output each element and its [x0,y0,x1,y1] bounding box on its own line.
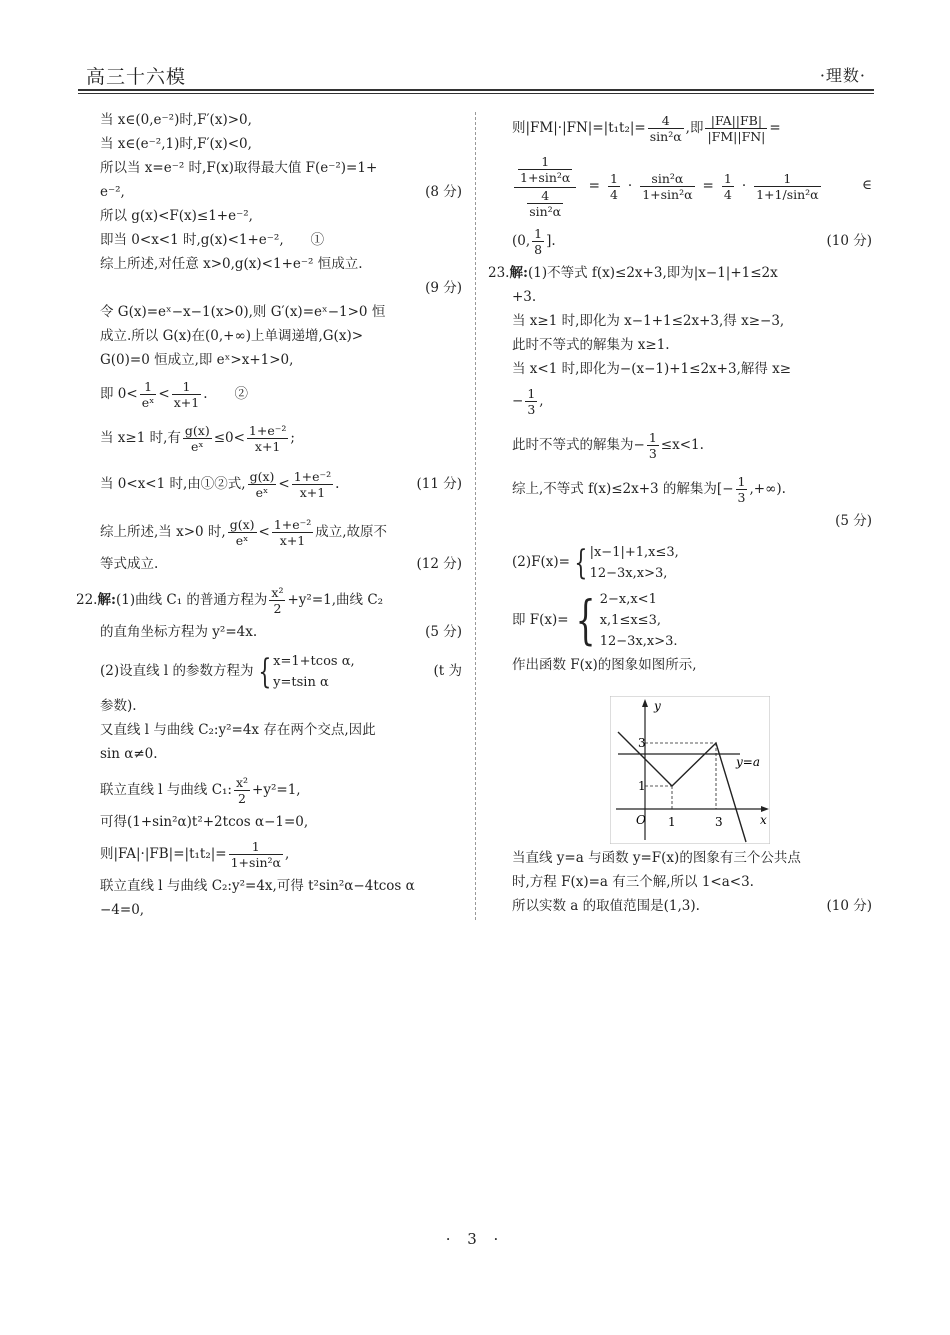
text-fragment: 即 F(x)= [512,612,569,628]
brace-symbol: { [257,651,271,692]
text-fragment: 综上,不等式 f(x)≤2x+3 的解集为[− [512,481,734,497]
math-line [512,587,872,653]
text-fragment: ; [290,430,295,446]
text-fragment: 当 0<x<1 时,由①②式, [100,476,246,492]
text-line [100,620,462,644]
text-line: 又直线 l 与曲线 C₂:y²=4x 存在两个交点,因此 [100,722,376,738]
denominator: 1+1/sin²α [756,187,819,202]
function-graph [610,696,770,844]
math-line [512,539,872,585]
numerator: g(x) [229,517,255,532]
numerator: 4 [527,188,563,204]
denominator: |FM||FN| [707,129,766,144]
numerator: x² [235,775,249,790]
denominator: 2 [238,791,246,806]
score-note: (12 分) [416,556,462,572]
denominator: eˣ [255,485,269,500]
numerator: 1 [737,474,746,489]
denominator: eˣ [235,533,249,548]
page-number: · 3 · [445,1230,505,1248]
text-fragment: 当 x≥1 时,有 [100,430,181,446]
right-column [488,108,872,677]
numerator: 1 [534,226,543,241]
denominator: x+1 [254,439,281,454]
text-fragment: 所以实数 a 的取值范围是(1,3). [512,898,700,914]
text-fragment: = [588,178,600,194]
denominator: 4 [723,187,732,202]
column-divider [475,112,476,920]
denominator: sin²α [529,204,562,219]
text-fragment: < [158,386,170,402]
denominator: x+1 [279,533,306,548]
denominator: x+1 [299,485,326,500]
header-rule-thick [78,89,874,91]
score-note: (10 分) [826,898,872,914]
math-line [100,512,462,552]
case-row: x,1≤x≤3, [599,613,661,628]
text-line: 作出函数 F(x)的图象如图所示, [512,657,697,673]
exam-title: 高三十六模 [86,66,187,88]
text-line [100,276,462,300]
fraction [705,113,767,144]
x-tick-1: 1 [668,815,676,829]
fraction [140,379,157,410]
fraction [183,423,212,454]
text-line: 当 x∈(e⁻²,1)时,F′(x)<0, [100,136,252,152]
text-line: +3. [512,289,537,305]
math-line [512,425,872,465]
math-line [100,770,462,810]
numerator: 1 [229,839,283,855]
numerator [514,154,576,188]
fraction [736,474,748,505]
text-fragment: (0, [512,233,531,249]
fraction [647,430,659,461]
fraction [722,171,734,202]
text-fragment: , [539,393,544,409]
fraction [640,171,694,202]
text-fragment: = [702,178,714,194]
math-line [100,374,462,414]
denominator: 3 [648,446,657,461]
text-line: 所以 g(x)<F(x)≤1+e⁻², [100,208,253,224]
text-line: 当 x≥1 时,即化为 x−1+1≤2x+3,得 x≥−3, [512,313,785,329]
fraction [269,585,285,616]
y-axis-label: y [654,699,661,713]
score-note: (5 分) [425,624,462,640]
math-line [100,648,462,694]
question-22-line [76,580,462,620]
text-fragment: 综上所述,当 x>0 时, [100,524,226,540]
text-fragment: < [278,476,290,492]
text-line: 联立直线 l 与曲线 C₂:y²=4x,可得 t²sin²α−4tcos α [100,878,415,894]
x-axis-label: x [760,813,767,827]
numerator: 1 [140,379,157,395]
numerator: 1 [723,171,732,186]
text-line: 可得(1+sin²α)t²+2tcos α−1=0, [100,814,309,830]
text-line: 当 x<1 时,即化为−(x−1)+1≤2x+3,解得 x≥ [512,361,792,377]
case-system [600,589,678,652]
fraction [228,517,257,548]
numerator: 1 [754,171,821,187]
case-row: y=tsin α [273,674,329,690]
text-line: 综上所述,对任意 x>0,g(x)<1+e⁻² 恒成立. [100,256,363,272]
numerator: 4 [648,113,684,129]
fraction [172,379,201,410]
text-fragment: (2)设直线 l 的参数方程为 [100,663,254,679]
brace-symbol: { [574,542,588,583]
text-line: −4=0, [100,902,145,918]
denominator: 2 [273,601,282,616]
numerator: 1 [518,154,572,170]
subject-label: ·理数· [819,66,866,85]
fraction [248,469,277,500]
text-line: 当直线 y=a 与函数 y=F(x)的图象有三个公共点 [512,850,801,866]
denominator: 3 [737,490,746,505]
text-fragment: 的直角坐标方程为 y²=4x. [100,624,258,640]
text-fragment: = [769,120,781,136]
text-fragment: ]. [546,233,556,249]
brace-symbol: { [575,590,596,651]
text-line: 成立.所以 G(x)在(0,+∞)上单调递增,G(x)> [100,328,364,344]
text-line: 所以当 x=e⁻² 时,F(x)取得最大值 F(e⁻²)=1+ [100,160,378,176]
math-line [512,221,872,261]
y-tick-3: 3 [638,736,646,750]
math-line [512,469,872,509]
y-axis-arrow [642,699,648,707]
text-fragment: (1)不等式 f(x)≤2x+3,即为|x−1|+1≤2x [527,265,778,281]
denominator: eˣ [141,395,155,410]
text-line [512,894,872,918]
text-fragment: (t 为 [433,663,462,679]
case-row: x=1+tcos α, [273,653,355,669]
case-row: 2−x,x<1 [599,592,657,607]
question-number: 22. [76,592,98,608]
text-line: 令 G(x)=eˣ−x−1(x>0),则 G′(x)=eˣ−1>0 恒 [100,304,386,320]
denominator: sin²α [649,129,682,144]
case-row: |x−1|+1,x≤3, [589,544,679,560]
math-line [100,834,462,874]
text-fragment: (2)F(x)= [512,554,570,570]
numerator: 1+e⁻² [293,469,332,484]
text-line: G(0)=0 恒成立,即 eˣ>x+1>0, [100,352,294,368]
fraction [518,154,572,185]
text-fragment: 联立直线 l 与曲线 C₁: [100,782,232,798]
text-line: 参数). [100,698,137,714]
x-tick-3: 3 [715,815,723,829]
header-rule-thin [78,93,874,94]
text-fragment: 则|FM|·|FN|=|t₁t₂|= [512,120,646,136]
case-row: 12−3x,x>3. [599,634,678,649]
math-line [512,108,872,148]
fraction [754,171,821,202]
text-fragment: , [284,846,290,862]
text-fragment: 等式成立. [100,556,159,572]
fraction [532,226,544,257]
text-fragment: − [512,393,524,409]
text-line: sin α≠0. [100,746,158,762]
text-fragment: < [258,524,270,540]
text-line: 时,方程 F(x)=a 有三个解,所以 1<a<3. [512,874,754,890]
numerator: 1+e⁻² [248,423,287,438]
text-fragment: ∈ [862,177,872,193]
score-note: (11 分) [416,476,462,492]
math-line [100,464,462,504]
right-column-tail [512,846,872,918]
numerator: 1 [527,386,536,401]
text-fragment: e⁻², [100,184,125,200]
compound-fraction [514,154,576,219]
text-fragment: ≤x<1. [660,437,704,453]
fraction [229,839,283,870]
numerator: g(x) [184,423,210,438]
numerator: |FA||FB| [705,113,767,129]
text-line: 即当 0<x<1 时,g(x)<1+e⁻², ① [100,232,325,248]
fraction [525,386,537,417]
denominator: 8 [534,242,543,257]
x-axis-arrow [761,806,769,812]
case-row: 12−3x,x>3, [589,565,668,581]
text-fragment: · [627,178,633,194]
y-tick-1: 1 [638,779,646,793]
text-fragment: ≤0< [213,430,245,446]
text-fragment: 成立,故原不 [315,524,388,540]
text-line [100,180,462,204]
score-note: (5 分) [835,513,872,529]
math-line [100,418,462,458]
fraction [247,423,288,454]
text-fragment: 即 0< [100,386,138,402]
math-line [512,381,872,421]
text-line: 此时不等式的解集为 x≥1. [512,337,670,353]
denominator: x+1 [173,395,200,410]
text-line [100,552,462,576]
text-fragment: ,+∞). [749,481,786,497]
question-23-line [488,261,872,285]
origin-label: O [636,813,646,827]
denominator: 1+sin²α [642,187,693,202]
math-line [512,154,872,219]
left-column [76,108,462,922]
numerator: g(x) [249,469,275,484]
denominator [514,188,576,219]
solution-label: 解: [509,265,528,281]
case-system [590,542,679,584]
text-fragment: +y²=1, [252,782,301,798]
text-fragment: . [335,476,340,492]
case-system [273,651,354,693]
score-note: (10 分) [826,233,872,249]
text-fragment: ,即 [685,120,704,136]
fraction [527,188,563,219]
fraction [648,113,684,144]
fraction [292,469,333,500]
graph-frame [610,696,770,844]
question-number: 23. [488,265,510,281]
text-fragment: +y²=1,曲线 C₂ [287,592,384,608]
text-fragment: . ② [203,386,248,402]
text-fragment: · [741,178,747,194]
denominator: 3 [527,402,536,417]
fraction [272,517,313,548]
fraction [234,775,250,806]
denominator: eˣ [190,439,204,454]
score-note: (8 分) [425,184,462,200]
denominator: 1+sin²α [230,855,281,870]
numerator: 1 [172,379,201,395]
numerator: 1 [609,171,618,186]
denominator: 4 [609,187,618,202]
text-line [512,509,872,533]
denominator: 1+sin²α [520,170,571,185]
text-fragment: 此时不等式的解集为− [512,437,645,453]
solution-label: 解: [97,592,116,608]
text-line: 当 x∈(0,e⁻²)时,F′(x)>0, [100,112,252,128]
line-label: y=a [736,755,760,769]
text-fragment: 则|FA|·|FB|=|t₁t₂|= [100,846,227,862]
numerator: 1 [648,430,657,445]
score-note: (9 分) [425,280,462,296]
fraction [608,171,620,202]
numerator: sin²α [640,171,694,187]
text-fragment: (1)曲线 C₁ 的普通方程为 [115,592,268,608]
numerator: 1+e⁻² [273,517,312,532]
numerator: x² [271,585,284,600]
